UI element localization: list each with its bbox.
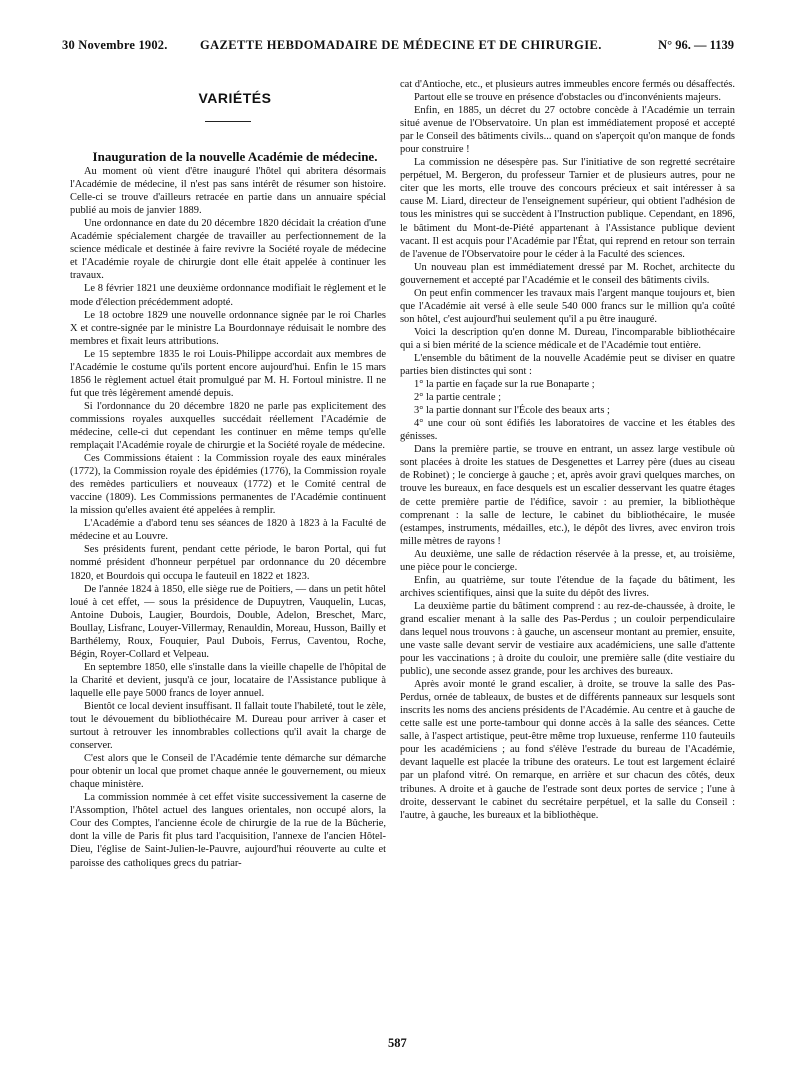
title-divider — [205, 121, 251, 122]
paragraph: De l'année 1824 à 1850, elle siège rue de Poitiers, — dans un petit hôtel loué à cet effet, — sous la présidence de Dupuytren, Vauquelin, Lucas, Antoine Dubois, Laugier, Bourdois, Double, Adelon, Breschet, Marc, Boullay, Lisfranc, Louyer-Villermay, Renauldin, Moreau, Husson, Bailly et Barthélemy, Roux, Fouquier, Paul Dubois, Ferrus, Caventou, Roche, Bégin, Royer-Collard et Velpeau. — [70, 583, 386, 660]
paragraph: Si l'ordonnance du 20 décembre 1820 ne parle pas explicitement des commissions royales auxquelles succédait réellement l'Académie de médecine, celle-ci dut cependant les continuer en même temps qu'elle remplaçait l'Académie royale de chirurgie et la Société royale de médecine. — [70, 400, 386, 452]
paragraph: Au moment où vient d'être inauguré l'hôtel qui abritera désormais l'Académie de médecine, il n'est pas sans intérêt de résumer son histoire. Celle-ci se trouve d'ailleurs retracée en partie dans un annuaire spécial publié au mois de janvier 1889. — [70, 166, 386, 217]
paragraph: Dans la première partie, se trouve en entrant, un assez large vestibule où sont placées à droite les statues de Desgenettes et Larrey père (dues au ciseau de Robinet) ; le concierge à gauche ; et, après avoir gravi quelques marches, on trouve les bureaux, en face desquels est un escalier desservant les quatre étages de cette première partie de l'édifice, savoir : au premier, la bibliothèque comprenant : la salle de lecture, le cabinet du bibliothécaire, le musée (estampes, instruments, médailles, etc.), le dépôt des livres, avec environ trois mille mètres de rayons ! — [400, 444, 735, 547]
paragraph: Le 15 septembre 1835 le roi Louis-Philippe accordait aux membres de l'Académie le costume qu'ils portent encore aujourd'hui. Enfin le 15 mars 1856 le règlement actuel était promulgué par M. H. Fortoul ministre. Il ne fut que très légèrement amendé depuis. — [70, 348, 386, 399]
running-header — [62, 38, 734, 58]
list-item: 2° la partie centrale ; — [414, 392, 502, 404]
list-item: 4° une cour où sont édifiés les laboratoires de vaccine et les étables des génisses. — [400, 418, 735, 443]
paragraph: Le 18 octobre 1829 une nouvelle ordonnance signée par le roi Charles X et contre-signée par le ministre La Bourdonnaye réduisait le nombre des membres et fixait leurs attributions. — [70, 309, 386, 347]
paragraph: La commission nommée à cet effet visite successivement la caserne de l'Assomption, l'hôtel actuel des langues orientales, non occupé alors, la Cour des Comptes, l'ancienne école de chirurgie de la rue de la Bûcherie, dont la ville de Paris fit plus tard l'acquisition, l'annexe de l'ancien Hôtel-Dieu, l'église de Saint-Julien-le-Pauvre, aujourd'hui réouverte au culte et paroisse des catholiques grecs du patriar- — [70, 792, 386, 869]
paragraph: Au deuxième, une salle de rédaction réservée à la presse, et, au troisième, une pièce pour le concierge. — [400, 548, 735, 573]
paragraph: Enfin, en 1885, un décret du 27 octobre concède à l'Académie un terrain situé avenue de l'Observatoire. Un plan est immédiatement proposé et accepté par le Conseil des bâtiments civils... quand on s'aperçoit qu'on manque de fonds pour construire ! — [400, 105, 735, 156]
paragraph: L'Académie a d'abord tenu ses séances de 1820 à 1823 à la Faculté de médecine et au Louvre. — [70, 518, 386, 543]
paragraph: En septembre 1850, elle s'installe dans la vieille chapelle de l'hôpital de la Charité et devient, jusqu'à ce jour, locataire de l'Assistance publique à laquelle elle paye 5000 francs de loyer annuel. — [70, 661, 386, 699]
paragraph: Voici la description qu'en donne M. Dureau, l'incomparable bibliothécaire qui a si bien mérité de la science médicale et de l'Académie tout entière. — [400, 326, 735, 351]
paragraph: Après avoir monté le grand escalier, à droite, se trouve la salle des Pas-Perdus, ornée de tableaux, de bustes et de différents panneaux sur lesquels sont inscrits les noms des anciens présidents de l'Académie. Au centre et à gauche de cette salle est une porte-tambour qui donne accès à la salle des séances. Cette salle, à l'aspect artistique, peut-être même trop luxueuse, renferme 110 fauteuils pour les académiciens ; au fond s'élève l'estrade du bureau de l'Académie, devant laquelle est placée la tribune des orateurs. Le tout est largement éclairé par un plafond vitré. On remarque, en arrière et sur chacun des côtés, deux tribunes. A droite et à gauche de l'estrade sont deux portes de service ; l'une à droite, desservant le cabinet du secrétaire perpétuel, et la salle du Conseil : l'autre, à gauche, les bureaux et la bibliothèque. — [400, 679, 735, 821]
issue-date: 30 Novembre 1902. — [62, 38, 168, 52]
paragraph: Ces Commissions étaient : la Commission royale des eaux minérales (1772), la Commission royale des épidémies (1776), la Commission royale des remèdes particuliers et nouveaux (1772) et le Comité central de vaccine (1809). Les Commissions permanentes de l'Académie continuent la mission qu'elles avaient été appelées à remplir. — [70, 453, 386, 517]
paragraph: Une ordonnance en date du 20 décembre 1820 décidait la création d'une Académie spécialement chargée de travailler au perfectionnement de la science médicale et destinée à faire revivre la Société royale de médecine et l'Académie royale de chirurgie dont elle était appelée à continuer les travaux. — [70, 218, 386, 282]
list-item: 3° la partie donnant sur l'École des beaux arts ; — [414, 405, 610, 417]
section-heading: VARIÉTÉS — [198, 90, 272, 106]
paragraph: Ses présidents furent, pendant cette période, le baron Portal, qui fut nommé président d'honneur perpétuel par ordonnance du 20 décembre 1820, et Bourdois qui occupa le fauteuil en 1822 et 1823. — [70, 544, 386, 582]
paragraph: L'ensemble du bâtiment de la nouvelle Académie peut se diviser en quatre parties bien distinctes qui sont : — [400, 352, 735, 378]
paragraph: On peut enfin commencer les travaux mais l'argent manque toujours et, bien que l'Académie ait versé à elle seule 540 000 francs sur le million qu'a coûté son hôtel, c'est aujourd'hui seulement qu'il a pu être inauguré. — [400, 287, 735, 325]
paragraph: Enfin, au quatrième, sur toute l'étendue de la façade du bâtiment, les archives scientifiques, ainsi que la suite du dépôt des livres. — [400, 574, 735, 599]
right-column — [400, 78, 735, 822]
issue-page-number: N° 96. — 1139 — [658, 38, 734, 52]
paragraph: Bientôt ce local devient insuffisant. Il fallait toute l'habileté, tout le zèle, tout le dévouement du bibliothécaire M. Dureau pour arriver à caser et surtout à retrouver les innombrables collections qu'il avait la charge de conserver. — [70, 700, 386, 752]
paragraph: Partout elle se trouve en présence d'obstacles ou d'inconvénients majeurs. — [414, 92, 721, 104]
journal-title: GAZETTE HEBDOMADAIRE DE MÉDECINE ET DE CHIRURGIE. — [200, 38, 602, 52]
page-folio: 587 — [388, 1036, 407, 1050]
paragraph: La commission ne désespère pas. Sur l'initiative de son regretté secrétaire perpétuel, M. Bergeron, du professeur Tarnier et de plusieurs autres, pour ne citer que les morts, elle trouve des concours précieux et sait intéresser à sa cause M. Liard, directeur de l'enseignement supérieur, qui obtient l'adhésion de tous les ministres qui se succèdent à l'Instruction publique. Cependant, en 1896, le bâtiment du Mont-de-Piété appartenant à l'Assistance publique devient vacant. Il est acquis pour l'Académie par l'État, qui reprend en retour son terrain de l'avenue de l'Observatoire pour le céder à la Faculté des sciences. — [400, 157, 735, 260]
paragraph: C'est alors que le Conseil de l'Académie tente démarche sur démarche pour obtenir un local que promet chaque année le gouvernement, ou mieux chaque ministère. — [70, 753, 386, 791]
paragraph: Un nouveau plan est immédiatement dressé par M. Rochet, architecte du gouvernement et accepté par l'Académie et le conseil des bâtiments civils. — [400, 261, 735, 286]
paragraph: Le 8 février 1821 une deuxième ordonnance modifiait le règlement et le mode d'élection précédemment adopté. — [70, 283, 386, 308]
paragraph: La deuxième partie du bâtiment comprend : au rez-de-chaussée, à droite, le grand escalier menant à la salle des Pas-Perdus ; un couloir perpendiculaire dans lequel nous trouvons : à gauche, un ascenseur montant au premier, ensuite, une vaste salle devant servir de vestiaire aux académiciens, une salle d'attente pour les vaccinations ; à droite du couloir, une première salle (dite vestiaire du public), une seconde assez grande, pour les archives des bureaux. — [400, 600, 735, 678]
paragraph: cat d'Antioche, etc., et plusieurs autres immeubles encore fermés ou désaffectés. — [400, 79, 735, 90]
list-item: 1° la partie en façade sur la rue Bonaparte ; — [414, 379, 595, 391]
left-column — [70, 92, 386, 870]
article-title: Inauguration de la nouvelle Académie de médecine. — [92, 149, 378, 165]
